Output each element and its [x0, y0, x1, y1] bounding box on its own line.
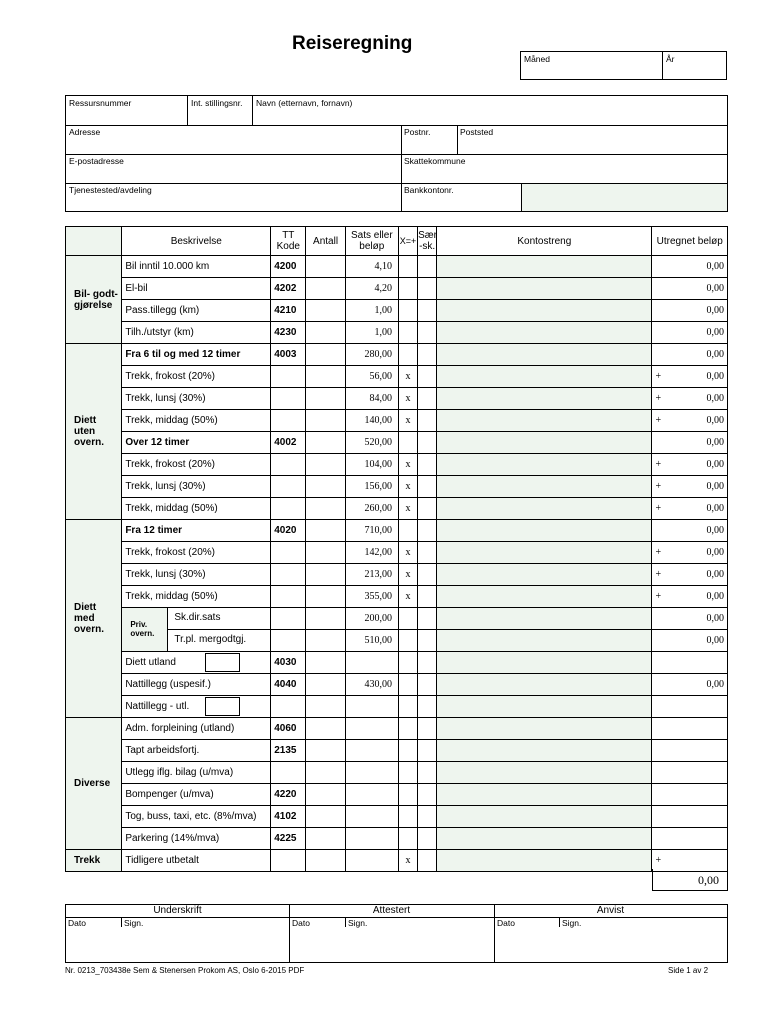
section-trekk: Trekk	[66, 850, 122, 872]
name-field[interactable]: Navn (etternavn, fornavn)	[256, 98, 353, 108]
attested-date-field[interactable]: Dato	[292, 918, 310, 928]
header-account: Kontostreng	[437, 227, 652, 256]
table-row: Priv. overn. Sk.dir.sats 200,00 0,00	[66, 608, 728, 630]
section-diett-med: Diett med overn.	[66, 520, 122, 718]
section-diverse: Diverse	[66, 718, 122, 850]
table-row: Trekk, lunsj (30%) 213,00 x + 0,00	[66, 564, 728, 586]
table-row: Pass.tillegg (km) 4210 1,00 0,00	[66, 300, 728, 322]
table-row: Diett uten overn. Fra 6 til og med 12 timer 4003 280,00 0,00	[66, 344, 728, 366]
header-tt-code: TT Kode	[271, 227, 306, 256]
period-box	[520, 51, 727, 80]
table-row: Trekk, lunsj (30%) 156,00 x + 0,00	[66, 476, 728, 498]
bank-account-field[interactable]: Bankkontonr.	[404, 185, 454, 195]
table-row: Trekk, frokost (20%) 56,00 x + 0,00	[66, 366, 728, 388]
table-row: Over 12 timer 4002 520,00 0,00	[66, 432, 728, 454]
priv-overn-label: Priv. overn.	[130, 620, 155, 638]
table-header	[66, 227, 728, 256]
total-amount: 0,00	[652, 869, 728, 891]
signature-header: Underskrift	[153, 905, 202, 916]
table-row: Tog, buss, taxi, etc. (8%/mva) 4102	[66, 806, 728, 828]
approved-sign-field[interactable]: Sign.	[562, 918, 582, 928]
table-row: Diett utland 4030	[66, 652, 728, 674]
table-row: Utlegg iflg. bilag (u/mva)	[66, 762, 728, 784]
header-special: Sær -sk.	[418, 227, 437, 256]
table-row: El-bil 4202 4,20 0,00	[66, 278, 728, 300]
row-rate: 4,10	[345, 256, 398, 278]
header-x: X=+	[398, 227, 417, 256]
position-number-field[interactable]: Int. stillingsnr.	[191, 98, 243, 108]
table-row: Trekk, lunsj (30%) 84,00 x + 0,00	[66, 388, 728, 410]
city-field[interactable]: Poststed	[460, 127, 494, 137]
row-code: 4200	[271, 256, 306, 278]
tax-municipality-field[interactable]: Skattekommune	[404, 156, 466, 166]
table-row: Diett med overn. Fra 12 timer 4020 710,00 0,00	[66, 520, 728, 542]
address-field[interactable]: Adresse	[69, 127, 101, 137]
footer-page: Side 1 av 2	[668, 966, 709, 975]
section-diett-uten: Diett uten overn.	[66, 344, 122, 520]
expense-table	[65, 226, 728, 872]
page-title: Reiseregning	[292, 33, 413, 54]
signature-date-field[interactable]: Dato	[68, 918, 86, 928]
footer-left: Nr. 0213_703438e Sem & Stenersen Prokom AS, Oslo 6-2015 PDF	[65, 966, 305, 975]
attested-header: Attestert	[372, 905, 411, 916]
section-bil: Bil- godt- gjørelse	[66, 256, 122, 344]
year-label: År	[666, 54, 675, 64]
table-row: Trekk, frokost (20%) 104,00 x + 0,00	[66, 454, 728, 476]
month-label: Måned	[524, 54, 550, 64]
postcode-field[interactable]: Postnr.	[404, 127, 431, 137]
attested-sign-field[interactable]: Sign.	[348, 918, 368, 928]
header-quantity: Antall	[306, 227, 345, 256]
table-row: Trekk, frokost (20%) 142,00 x + 0,00	[66, 542, 728, 564]
row-amount: 0,00	[706, 261, 724, 272]
signature-block	[65, 904, 728, 963]
table-row: Trekk, middag (50%) 140,00 x + 0,00	[66, 410, 728, 432]
email-field[interactable]: E-postadresse	[69, 156, 124, 166]
currency-input[interactable]	[205, 697, 240, 716]
table-row: Tapt arbeidsfortj. 2135	[66, 740, 728, 762]
header-rate: Sats eller beløp	[345, 227, 398, 256]
quantity-input[interactable]	[306, 256, 345, 278]
table-row: Diverse Adm. forpleining (utland) 4060	[66, 718, 728, 740]
approved-header: Anvist	[596, 905, 625, 916]
table-row: Nattillegg (uspesif.) 4040 430,00 0,00	[66, 674, 728, 696]
personal-info-box	[65, 95, 728, 212]
table-row: Tilh./utstyr (km) 4230 1,00 0,00	[66, 322, 728, 344]
header-computed: Utregnet beløp	[652, 227, 728, 256]
table-row: Tr.pl. mergodtgj. 510,00 0,00	[66, 630, 728, 652]
signature-sign-field[interactable]: Sign.	[124, 918, 144, 928]
row-description: Bil inntil 10.000 km	[122, 256, 271, 278]
table-row: Trekk, middag (50%) 260,00 x + 0,00	[66, 498, 728, 520]
table-row: Trekk Tidligere utbetalt x +	[66, 850, 728, 872]
currency-input[interactable]	[205, 653, 240, 672]
table-row: Parkering (14%/mva) 4225	[66, 828, 728, 850]
resource-number-field[interactable]: Ressursnummer	[69, 98, 132, 108]
table-row	[66, 256, 728, 278]
header-description: Beskrivelse	[122, 227, 271, 256]
approved-date-field[interactable]: Dato	[497, 918, 515, 928]
department-field[interactable]: Tjenestested/avdeling	[69, 185, 152, 195]
account-input[interactable]	[437, 256, 652, 278]
table-row: Nattillegg - utl.	[66, 696, 728, 718]
table-row: Bompenger (u/mva) 4220	[66, 784, 728, 806]
table-row: Trekk, middag (50%) 355,00 x + 0,00	[66, 586, 728, 608]
